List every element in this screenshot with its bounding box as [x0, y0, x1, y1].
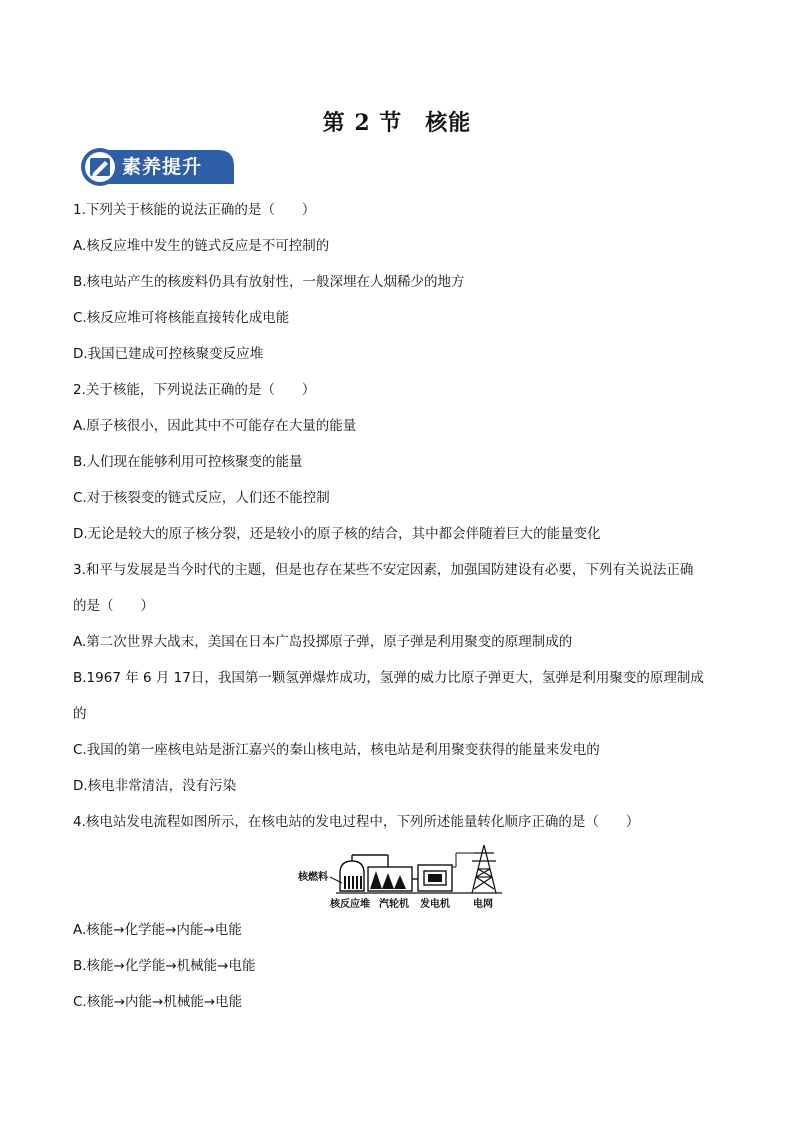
q4-option-a: A.核能→化学能→内能→电能: [73, 922, 242, 938]
label-generator: 发电机: [420, 899, 450, 910]
question-2-stem: 2.关于核能，下列说法正确的是（ ）: [73, 382, 316, 398]
q2-option-d: D.无论是较大的原子核分裂，还是较小的原子核的结合，其中都会伴随着巨大的能量变化: [73, 526, 601, 542]
q3-option-b-cont: 的: [73, 706, 87, 722]
label-reactor: 核反应堆: [330, 899, 370, 910]
q3-option-c: C.我国的第一座核电站是浙江嘉兴的秦山核电站，核电站是利用聚变获得的能量来发电的: [73, 742, 600, 758]
q1-option-a: A.核反应堆中发生的链式反应是不可控制的: [73, 238, 330, 254]
q2-option-c: C.对于核裂变的链式反应，人们还不能控制: [73, 490, 330, 506]
label-fuel: 核燃料: [298, 872, 328, 883]
q3-option-a: A.第二次世界大战末，美国在日本广岛投掷原子弹，原子弹是利用聚变的原理制成的: [73, 634, 573, 650]
question-4-stem: 4.核电站发电流程如图所示，在核电站的发电过程中，下列所述能量转化顺序正确的是（ ）: [73, 814, 640, 830]
q1-option-c: C.核反应堆可将核能直接转化成电能: [73, 310, 290, 326]
q1-option-b: B.核电站产生的核废料仍具有放射性，一般深埋在人烟稀少的地方: [73, 274, 465, 290]
label-grid: 电网: [473, 899, 493, 910]
power-tower-icon: [472, 845, 496, 893]
question-3-stem-cont: 的是（ ）: [73, 598, 154, 614]
q4-option-b: B.核能→化学能→机械能→电能: [73, 958, 256, 974]
label-turbine: 汽轮机: [379, 899, 409, 910]
reactor-icon: [340, 861, 364, 891]
page-title: 第 2 节 核能: [322, 110, 472, 136]
generator-icon: [418, 865, 452, 891]
q2-option-b: B.人们现在能够利用可控核聚变的能量: [73, 454, 303, 470]
q3-option-b: B.1967 年 6 月 17日，我国第一颗氢弹爆炸成功，氢弹的威力比原子弹更大，氢弹是利用聚变的原理制成: [73, 670, 704, 686]
question-1-stem: 1.下列关于核能的说法正确的是（ ）: [73, 202, 316, 218]
banner-label: 素养提升: [122, 156, 203, 178]
turbine-icon: [368, 867, 412, 891]
section-banner: [78, 146, 238, 188]
q3-option-d: D.核电非常清洁，没有污染: [73, 778, 237, 794]
q1-option-d: D.我国已建成可控核聚变反应堆: [73, 346, 264, 362]
power-plant-diagram: [296, 843, 506, 913]
pencil-icon: [90, 158, 110, 177]
question-3-stem: 3.和平与发展是当今时代的主题，但是也存在某些不安定因素，加强国防建设有必要，下列有关说法正确: [73, 562, 694, 578]
q2-option-a: A.原子核很小，因此其中不可能存在大量的能量: [73, 418, 357, 434]
q4-option-c: C.核能→内能→机械能→电能: [73, 994, 243, 1010]
